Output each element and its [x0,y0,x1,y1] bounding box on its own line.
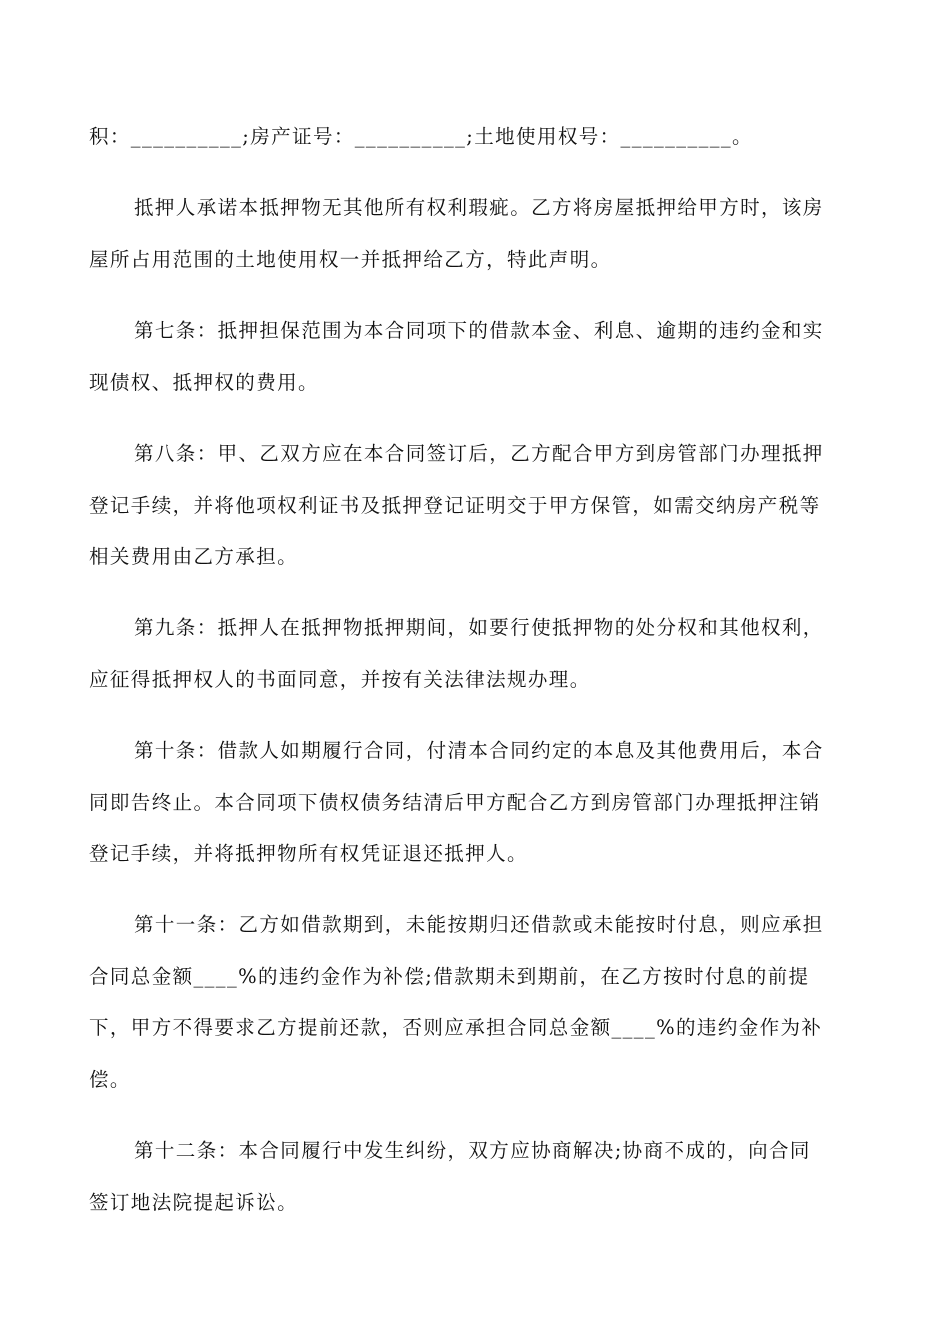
text-line: 现债权、抵押权的费用。 [89,371,319,394]
article-8-line: 第八条：甲、乙双方应在本合同签订后，乙方配合甲方到房管部门办理抵押 [134,442,824,465]
article-12-line: 第十二条：本合同履行中发生纠纷，双方应协商解决;协商不成的，向合同 [134,1139,811,1162]
text-line: 屋所占用范围的土地使用权一并抵押给乙方，特此声明。 [89,248,612,271]
text-line-property-numbers: 积：__________;房产证号：__________;土地使用权号：__________。 [89,125,753,148]
article-10-line: 第十条：借款人如期履行合同，付清本合同约定的本息及其他费用后，本合 [134,739,824,762]
text-line: 合同总金额____%的违约金作为补偿;借款期未到期前，在乙方按时付息的前提 [89,965,810,988]
text-line: 相关费用由乙方承担。 [89,545,299,568]
text-line: 登记手续，并将抵押物所有权凭证退还抵押人。 [89,842,528,865]
article-9-line: 第九条：抵押人在抵押物抵押期间，如要行使抵押物的处分权和其他权利， [134,616,824,639]
text-line: 签订地法院提起诉讼。 [89,1191,299,1214]
text-line: 应征得抵押权人的书面同意，并按有关法律法规办理。 [89,668,591,691]
article-7-line: 第七条：抵押担保范围为本合同项下的借款本金、利息、逾期的违约金和实 [134,319,824,342]
text-line: 登记手续，并将他项权利证书及抵押登记证明交于甲方保管，如需交纳房产税等 [89,494,821,517]
text-line: 偿。 [89,1068,131,1091]
text-line: 同即告终止。本合同项下债权债务结清后甲方配合乙方到房管部门办理抵押注销 [89,791,821,814]
text-line: 抵押人承诺本抵押物无其他所有权利瑕疵。乙方将房屋抵押给甲方时，该房 [134,196,824,219]
text-line: 下，甲方不得要求乙方提前还款，否则应承担合同总金额____%的违约金作为补 [89,1016,823,1039]
article-11-line: 第十一条：乙方如借款期到，未能按期归还借款或未能按时付息，则应承担 [134,913,824,936]
